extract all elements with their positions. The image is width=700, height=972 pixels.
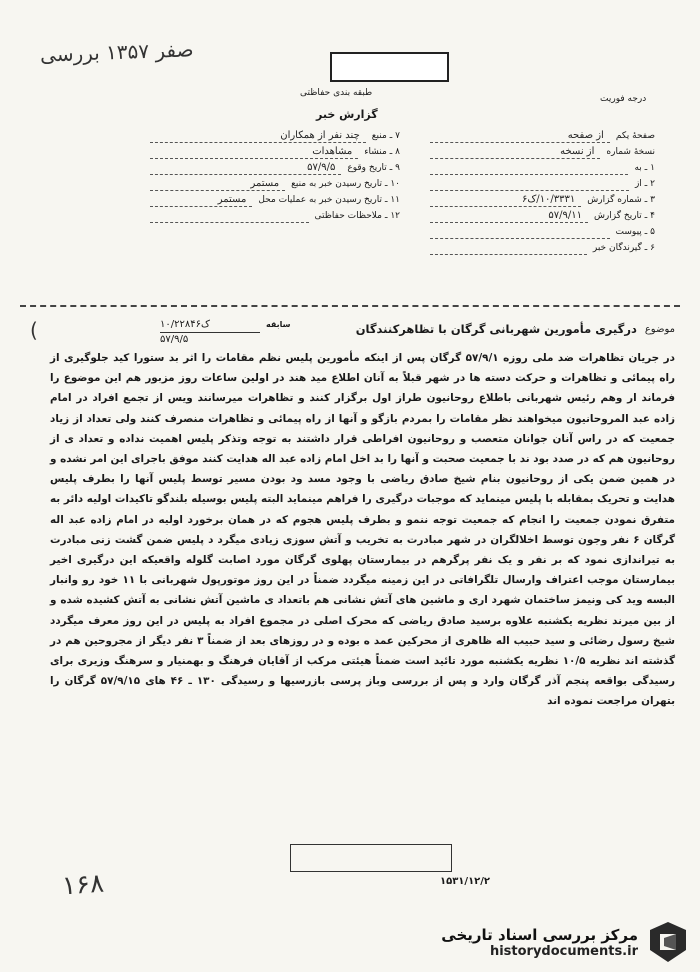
redacted-box-top — [330, 52, 449, 82]
field-label: ۲ ـ از — [634, 179, 655, 189]
report-title: گزارش خبر — [316, 108, 378, 121]
field-label: ۱۱ ـ تاریخ رسیدن خبر به عملیات محل — [258, 195, 400, 205]
field-row — [150, 128, 400, 144]
field-label: ۷ ـ منبع — [371, 131, 400, 141]
archive-logo-icon — [646, 920, 690, 964]
field-value: از صفحه — [430, 130, 610, 143]
field-label: ۴ ـ تاریخ گزارش — [593, 211, 655, 221]
field-value — [430, 242, 587, 255]
field-value: چند نفر از همکاران — [150, 130, 366, 143]
field-row — [150, 176, 400, 192]
watermark-text — [441, 926, 638, 959]
archive-number: ۱۵۳۱/۱۲/۲ — [440, 876, 491, 887]
field-row — [430, 224, 655, 240]
subject-line — [130, 318, 675, 340]
field-value: ۵۷/۹/۵ — [150, 162, 341, 175]
field-row — [430, 192, 655, 208]
watermark-url: historydocuments.ir — [489, 943, 638, 959]
field-label: ۱۰ ـ تاریخ رسیدن خبر به منبع — [291, 179, 400, 189]
subject-text: درگیری مأمورین شهربانی گرگان با تظاهرکنندگان — [355, 322, 637, 336]
field-label: ۵ ـ پیوست — [615, 227, 655, 237]
field-label: ۳ ـ شماره گزارش — [587, 195, 655, 205]
field-value: مشاهدات — [150, 146, 358, 159]
field-value — [430, 178, 629, 191]
field-value — [430, 162, 628, 175]
field-row — [150, 208, 400, 224]
field-label: ۸ ـ منشاء — [364, 147, 400, 157]
bracket-mark: ( — [30, 318, 38, 342]
field-label: ۶ ـ گیرندگان خبر — [592, 243, 655, 253]
field-value — [150, 210, 309, 223]
reference-date: ۵۷/۹/۵ — [160, 334, 189, 345]
field-row — [150, 192, 400, 208]
handwritten-note-bottom: ۱۶۸ — [61, 868, 105, 902]
subject-label: موضوع — [644, 323, 675, 335]
field-value: ۵۷/۹/۱۱ — [430, 210, 588, 223]
field-row — [430, 160, 655, 176]
signature-box — [290, 844, 452, 872]
field-label: صفحهٔ یکم — [615, 131, 655, 141]
reference-header: سابقه — [266, 320, 291, 329]
field-label: ۱۲ ـ ملاحظات حفاظتی — [314, 211, 400, 221]
form-fields-right — [430, 128, 655, 256]
field-label: ۹ ـ تاریخ وقوع — [347, 163, 400, 173]
field-row — [150, 160, 400, 176]
form-fields-left — [150, 128, 400, 224]
field-value: از نسخه — [430, 146, 600, 159]
field-row — [430, 176, 655, 192]
field-value: مستمر — [150, 178, 285, 191]
field-value: مستمر — [150, 194, 252, 207]
classification-label: طبقه بندی حفاظتی — [300, 88, 373, 98]
handwritten-note-top: صفر ۱۳۵۷ بررسی — [39, 37, 194, 67]
watermark — [430, 918, 690, 966]
field-row — [430, 128, 655, 144]
field-value: ۱۰/۳۳۳۱/ک۶ — [430, 194, 581, 207]
urgency-label: درجه فوریت — [600, 94, 647, 104]
reference-number: ۱۰/۲۲۸۴ک۶ — [160, 318, 260, 333]
field-row — [150, 144, 400, 160]
section-divider — [20, 305, 680, 307]
field-row — [430, 144, 655, 160]
report-body — [50, 348, 675, 712]
field-row — [430, 208, 655, 224]
body-paragraph: در جریان تظاهرات ضد ملی روزه ۵۷/۹/۱ گرگان پس از اینکه مأمورین پلیس نظم مقامات را اثر بد ستورا کید جلوگیری از راه پیمائی و تظاهرات و حرکت دسته ها در شهر قبلاً به آنان اطلاع مید هند در اولین ساعات روز مزبور هم این موضوع را فرماند ار وهم رئیس شهربانی باطلاع روحانیون طراز اول برگزار کنند و تظاهرات میرسانند ویس از تجمع افراد در امام زاده عبد المروحانیون میخواهند نظر مقامات را بمردم بازگو و آنها از راه پیمائی و تظاهرات منصرف کنند ولی تعداد از زیاد جمعیت که در راس آنان جوانان متعصب و روحانیون افراطی قرار داشتند به توجه وتذکر پلیس اهمیت نداده و تعداد ی از روحانیون هم که در صدد بود ند با جمعیت صحبت و آنها را بد اخل امام زاده عبد اله هدایت کنند موفق باجرای این امر نشده و در همین ضمن یکی از روحانیون بنام شیخ صادق ریاضی با وجود مسد ود بودن مسیر توسط پلیس آنها را بطرف پلیس هدایت و تحریک بمقابله با پلیس مینماید که موجبات درگیری را فراهم مینماید البته پلیس بوسیله بلندگو تاکیدات اولیه دائر به متفرق نمودن جمعیت را انجام که جمعیت توجه ننمو و بطرف پلیس هجوم که در همان برخورد اولیه در امام زاده عبد اله گرگان ۶ نفر وجون توسط اخلالگران در شهر مبادرت به تخریب و آتش سوزی زیادی میگرد د پلیس ضمن گشت زنی مبادرت به تیراندازی نمود که بر نفر و یک نفر پرگرهم در بیمارستان پهلوی گرگان مورد اصابت گلوله واقعیکه این درگیری اخیر بیمارستان موجب اعتراف وارسال تلگرافاتی در این زمینه میگردد ضمناً در این روز موتورپول شهربانی با ۱۱ خود رو وانبار البسه وید کی ونیمز ساختمان شهرد اری و ماشین های آتش نشانی هم باتعداد ی ماشین آتش نشانی به آتش کشیده شده و از بین میرند نظریه یکشنبه علاوه برسید صادق ریاضی که محرک اصلی در مجموع افراد به پلیس در این روز معرف میگردد شیخ رسول رضائی و سید حبیب اله ظاهری از محرکین عمد ه بوده و در روزهای بعد از ضمناً ۳ نفر دیگر از مجروحین هم در گذشته اند نظریه ۱۰/۵ نظریه یکشنبه مورد تائید است ضمناً هیئتی مرکب از آقایان فرهنگ و بهمنیار و سرهنگ وزیری برای رسیدگی بواقعه پنجم آذر گرگان وارد و پس از بررسی وباز پرسی بازرسیها و رسیدگی ۱۳۰ ـ ۴۶ های ۵۷/۹/۱۵ گرگان را بتهران مراجعت نموده اند — [50, 352, 676, 708]
field-label: نسخهٔ شماره — [606, 147, 655, 157]
field-label: ۱ ـ به — [634, 163, 655, 173]
field-value — [430, 226, 610, 239]
field-row — [430, 240, 655, 256]
watermark-title: مرکز بررسی اسناد تاریخی — [441, 925, 638, 944]
